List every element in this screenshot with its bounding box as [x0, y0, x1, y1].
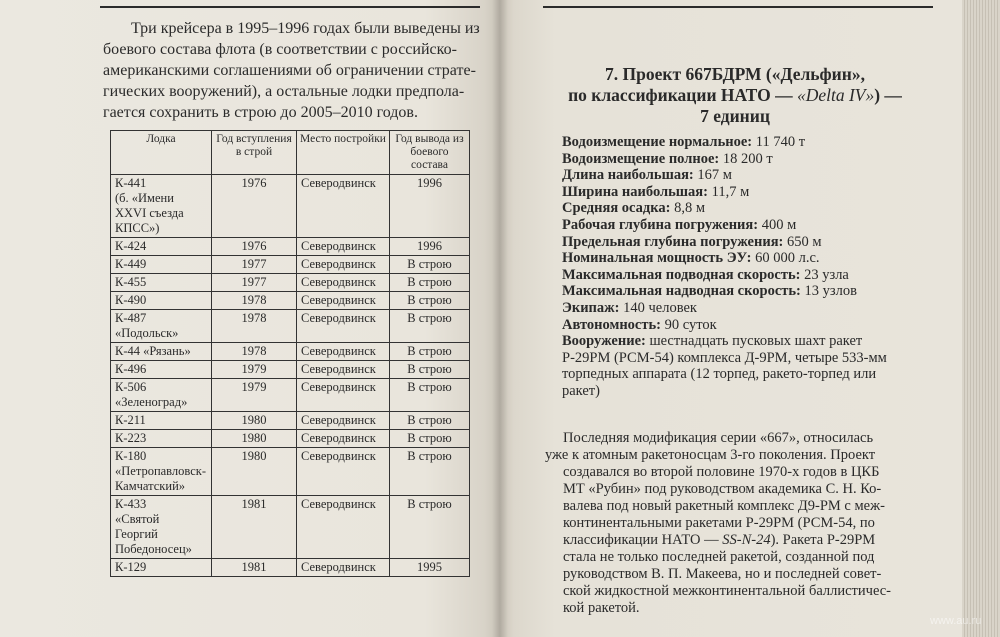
cell-boat: К-449	[111, 256, 212, 274]
cell-boat: К-441 (б. «Имени XXVI съезда КПСС»)	[111, 175, 212, 238]
table-row	[111, 361, 470, 379]
watermark: www.au.ru	[930, 615, 982, 627]
spec-value: 140 человек	[619, 299, 697, 316]
cell-year-in: 1977	[212, 274, 297, 292]
heading-line-1: 7. Проект 667БДРМ («Дельфин»,	[605, 64, 865, 84]
armament-line-3: торпедных аппарата (12 торпед, ракето-торпед или	[562, 366, 877, 383]
spec-line	[562, 200, 907, 217]
cell-boat: К-487 «Подольск»	[111, 310, 212, 343]
spec-key: Рабочая глубина погружения:	[562, 216, 759, 233]
cell-boat: К-506 «Зеленоград»	[111, 379, 212, 412]
table-row	[111, 238, 470, 256]
history-line: континентальными ракетами Р-29РМ (РСМ-54, по	[563, 515, 875, 531]
spec-key: Максимальная надводная скорость:	[562, 283, 801, 300]
spec-line	[562, 217, 907, 234]
cell-year-in: 1978	[212, 343, 297, 361]
cell-place: Северодвинск	[297, 343, 390, 361]
left-header-rule	[100, 6, 480, 8]
spec-key: Номинальная мощность ЭУ:	[562, 250, 752, 267]
spec-value: 18 200 т	[719, 150, 773, 167]
armament-line-2: Р-29РМ (РСМ-54) комплекса Д-9РМ, четыре 533-мм	[562, 349, 887, 366]
cell-boat: К-211	[111, 412, 212, 430]
spec-key: Средняя осадка:	[562, 200, 671, 217]
cell-year-out: 1995	[390, 559, 470, 577]
cell-place: Северодвинск	[297, 496, 390, 559]
cell-year-in: 1980	[212, 430, 297, 448]
spec-line	[562, 151, 907, 168]
history-line: валева под новый ракетный комплекс Д9-РМ с меж-	[563, 498, 885, 514]
spec-line	[562, 283, 907, 300]
cell-boat: К-455	[111, 274, 212, 292]
table-row	[111, 559, 470, 577]
cell-place: Северодвинск	[297, 175, 390, 238]
cell-year-in: 1979	[212, 361, 297, 379]
cell-place: Северодвинск	[297, 256, 390, 274]
cell-place: Северодвинск	[297, 274, 390, 292]
history-line: Последняя модификация серии «667», относилась	[563, 430, 874, 446]
cell-year-out: 1996	[390, 175, 470, 238]
history-l7-prefix: классификации НАТО —	[563, 532, 723, 548]
cell-year-out: 1996	[390, 238, 470, 256]
cell-year-in: 1978	[212, 310, 297, 343]
spec-key: Длина наибольшая:	[562, 167, 694, 184]
table-row	[111, 412, 470, 430]
spec-line	[562, 267, 907, 284]
armament-key: Вооружение:	[562, 333, 646, 350]
cell-year-out: В строю	[390, 274, 470, 292]
header-year-in: Год вступления в строй	[212, 131, 297, 175]
cell-year-out: В строю	[390, 292, 470, 310]
spec-line	[562, 184, 907, 201]
cell-place: Северодвинск	[297, 238, 390, 256]
intro-paragraph	[103, 18, 478, 123]
header-boat: Лодка	[111, 131, 212, 175]
intro-line: Три крейсера в 1995–1996 годах были выведены из	[131, 20, 480, 37]
spec-value: 11 740 т	[752, 134, 806, 150]
table-row	[111, 496, 470, 559]
cell-place: Северодвинск	[297, 430, 390, 448]
table-row	[111, 430, 470, 448]
table-row	[111, 448, 470, 496]
armament-line-4: ракет)	[562, 382, 600, 399]
right-header-rule	[543, 6, 933, 8]
intro-line: гается сохранить в строю до 2005–2010 годов.	[103, 104, 418, 121]
heading-line-2-suffix: ) —	[874, 85, 902, 105]
cell-year-in: 1980	[212, 412, 297, 430]
cell-year-in: 1981	[212, 559, 297, 577]
cell-year-in: 1977	[212, 256, 297, 274]
cell-year-out: В строю	[390, 412, 470, 430]
spec-line	[562, 317, 907, 334]
spec-line	[562, 167, 907, 184]
table-row	[111, 379, 470, 412]
cell-year-in: 1978	[212, 292, 297, 310]
book-gutter	[492, 0, 508, 637]
cell-place: Северодвинск	[297, 292, 390, 310]
table-row	[111, 175, 470, 238]
cell-boat: К-44 «Рязань»	[111, 343, 212, 361]
cell-year-in: 1979	[212, 379, 297, 412]
header-place: Место постройки	[297, 131, 390, 175]
cell-year-in: 1980	[212, 448, 297, 496]
spec-key: Предельная глубина погружения:	[562, 233, 784, 250]
history-line: кой ракетой.	[563, 600, 640, 616]
table-row	[111, 343, 470, 361]
spec-key: Водоизмещение нормальное:	[562, 134, 753, 150]
cell-year-out: В строю	[390, 448, 470, 496]
spec-value: 650 м	[783, 233, 822, 250]
spec-key: Экипаж:	[562, 299, 620, 316]
cell-year-out: В строю	[390, 256, 470, 274]
cell-place: Северодвинск	[297, 379, 390, 412]
nato-code: SS-N-24	[722, 532, 771, 548]
cell-place: Северодвинск	[297, 412, 390, 430]
cell-year-in: 1981	[212, 496, 297, 559]
history-l7-suffix: ). Ракета Р-29РМ	[770, 532, 876, 548]
table-row	[111, 310, 470, 343]
spec-line	[562, 134, 907, 151]
table-header-row	[111, 131, 470, 175]
cell-boat: К-223	[111, 430, 212, 448]
cell-place: Северодвинск	[297, 310, 390, 343]
spec-key: Автономность:	[562, 316, 661, 333]
specifications-list	[562, 134, 907, 400]
cell-year-out: В строю	[390, 379, 470, 412]
spec-value: 60 000 л.с.	[751, 250, 820, 267]
page-edges	[962, 0, 1000, 637]
cell-year-out: В строю	[390, 343, 470, 361]
cell-place: Северодвинск	[297, 559, 390, 577]
cell-year-out: В строю	[390, 310, 470, 343]
intro-line: американскими соглашениями об ограничении страте-	[103, 62, 476, 79]
spec-value: 400 м	[758, 216, 797, 233]
spec-value: 8,8 м	[670, 200, 706, 217]
submarine-table	[110, 130, 470, 577]
cell-boat: К-129	[111, 559, 212, 577]
cell-year-in: 1976	[212, 175, 297, 238]
cell-boat: К-433 «Святой Георгий Победоносец»	[111, 496, 212, 559]
history-line: стала не только последней ракетой, созданной под	[563, 549, 875, 565]
header-year-out: Год вывода из боевого состава	[390, 131, 470, 175]
table-row	[111, 256, 470, 274]
cell-year-out: В строю	[390, 361, 470, 379]
history-line: руководством В. П. Макеева, но и последней совет-	[563, 566, 882, 582]
history-line: создавался во второй половине 1970-х годов в ЦКБ	[563, 464, 880, 480]
spec-value: 167 м	[693, 167, 732, 184]
history-line: ской жидкостной межконтинентальной баллистичес-	[563, 583, 891, 599]
cell-year-out: В строю	[390, 430, 470, 448]
spec-line	[562, 234, 907, 251]
cell-boat: К-180 «Петропавловск- Камчатский»	[111, 448, 212, 496]
cell-year-out: В строю	[390, 496, 470, 559]
intro-line: гических вооружений), а остальные лодки предпола-	[103, 83, 465, 100]
spec-line	[562, 300, 907, 317]
heading-line-3: 7 единиц	[700, 106, 770, 126]
heading-nato-name: «Delta IV»	[796, 85, 875, 105]
heading-line-2	[545, 85, 925, 106]
spec-value: 11,7 м	[707, 183, 750, 200]
cell-place: Северодвинск	[297, 448, 390, 496]
heading-line-2-prefix: по классификации НАТО —	[568, 85, 797, 105]
cell-year-in: 1976	[212, 238, 297, 256]
armament-line-1: шестнадцать пусковых шахт ракет	[645, 333, 863, 350]
cell-place: Северодвинск	[297, 361, 390, 379]
spec-key: Максимальная подводная скорость:	[562, 266, 801, 283]
spec-key: Водоизмещение полное:	[562, 150, 720, 167]
spec-value: 90 суток	[661, 316, 717, 333]
spec-value: 23 узла	[800, 266, 849, 283]
section-heading	[545, 64, 925, 127]
table-row	[111, 292, 470, 310]
history-line	[545, 532, 905, 549]
spec-key: Ширина наибольшая:	[562, 183, 708, 200]
cell-boat: К-490	[111, 292, 212, 310]
history-paragraph	[545, 430, 905, 617]
intro-line: боевого состава флота (в соответствии с российско-	[103, 41, 457, 58]
history-line: МТ «Рубин» под руководством академика С. Н. Ко-	[563, 481, 882, 497]
table-row	[111, 274, 470, 292]
spec-line	[562, 250, 907, 267]
history-line: уже к атомным ракетоносцам 3-го поколения. Проект	[545, 447, 876, 463]
cell-boat: К-496	[111, 361, 212, 379]
armament-spec	[562, 333, 907, 399]
spec-value: 13 узлов	[800, 283, 857, 300]
cell-boat: К-424	[111, 238, 212, 256]
